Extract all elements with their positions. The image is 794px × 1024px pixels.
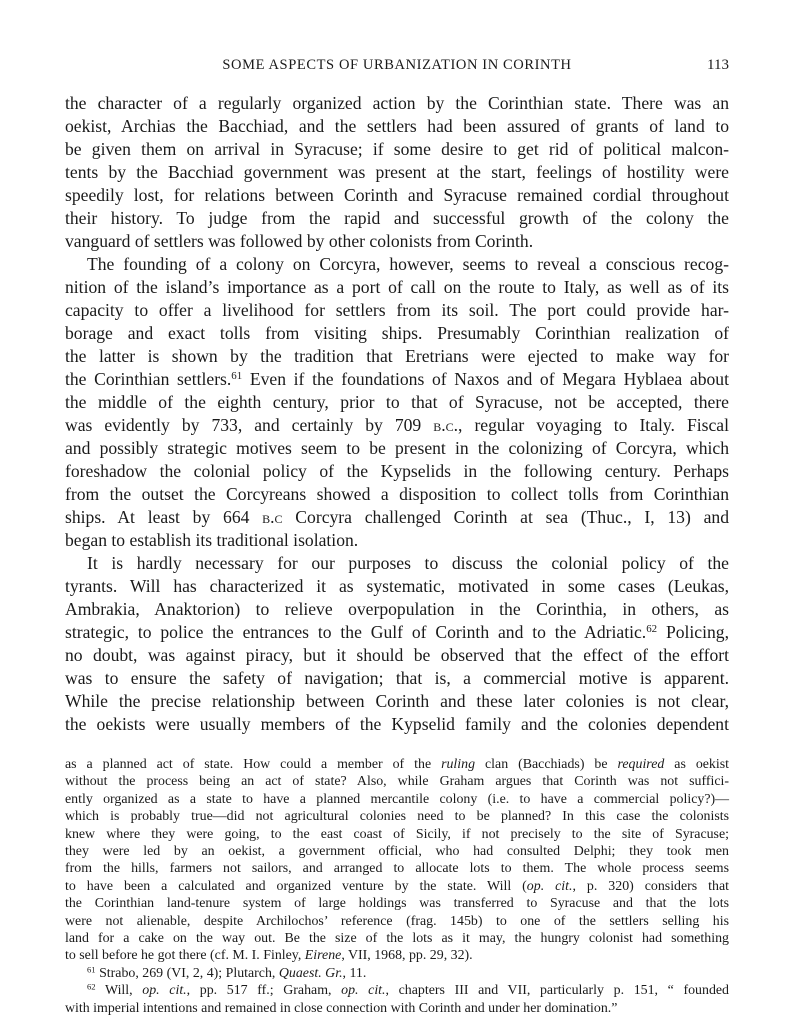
footnote-continuation <box>65 756 729 965</box>
italic-text: op. cit. <box>341 983 386 999</box>
footnote-line: knew where they were going, to the east coast of Sicily, if not precisely to the site of Syracuse; <box>65 826 729 842</box>
footnote-line: from the hills, farmers not sailors, and arranged to allocate lots to them. The whole process seems <box>65 861 729 877</box>
text-segment: , p. 320) considers that <box>572 878 729 894</box>
text-line: borage and exact tolls from visiting ships. Presumably Corinthian realization of <box>65 323 729 343</box>
page <box>65 52 729 1017</box>
paragraph-2 <box>65 253 729 552</box>
italic-text: op. cit. <box>526 878 573 894</box>
text-segment: Even if the foundations of Naxos and of Megara Hyblaea about <box>242 369 729 389</box>
footnote-ref-61: 61 <box>231 370 243 382</box>
text-line: speedily lost, for relations between Corinth and Syracuse remained cordial throughout <box>65 185 729 205</box>
footnote-line: ently organized as a state to have a planned mercantile colony (i.e. to have a commercial policy?)— <box>65 791 729 807</box>
footnote-ref-62: 62 <box>646 623 658 635</box>
text-segment: strategic, to police the entrances to the Gulf of Corinth and to the Adriatic. <box>65 622 647 642</box>
text-line: tyrants. Will has characterized it as systematic, motivated in some cases (Leukas, <box>65 576 729 596</box>
text-line: nition of the island’s importance as a port of call on the route to Italy, as well as of its <box>65 277 729 297</box>
footnote-62 <box>65 982 729 1017</box>
text-line: It is hardly necessary for our purposes to discuss the colonial policy of the <box>87 553 729 573</box>
text-segment: Strabo, 269 (VI, 2, 4); Plutarch, <box>95 965 279 981</box>
body-text <box>65 92 729 736</box>
text-segment: as oekist <box>664 757 729 772</box>
text-line: foreshadow the colonial policy of the Kypselids in the following century. Perhaps <box>65 461 729 481</box>
text-segment: to sell before he got there (cf. M. I. Finley, <box>65 948 305 964</box>
text-line: capacity to offer a livelihood for settlers from its soil. The port could provide har- <box>65 300 729 320</box>
text-segment: to have been a calculated and organized venture by the state. Will ( <box>65 878 527 894</box>
footnote-number: 62 <box>87 981 96 992</box>
text-line: the oekists were usually members of the Kypselid family and the colonies dependent <box>65 714 729 734</box>
text-line <box>65 368 729 391</box>
text-line: oekist, Archias the Bacchiad, and the settlers had been assured of grants of land to <box>65 116 729 136</box>
running-header <box>65 52 729 76</box>
text-line: tents by the Bacchiad government was present at the start, feelings of hostility were <box>65 162 729 182</box>
text-line: and possibly strategic motives seem to be present in the colonizing of Corcyra, which <box>65 438 729 458</box>
footnote-line <box>65 982 729 999</box>
small-caps-bc: b.c <box>262 507 283 527</box>
text-segment: , chapters III and VII, particularly p. 151, “ founded <box>385 983 729 999</box>
small-caps-bc: b.c. <box>433 415 459 435</box>
text-segment: Will, <box>95 983 143 999</box>
text-line: the character of a regularly organized action by the Corinthian state. There was an <box>65 93 729 113</box>
text-line: vanguard of settlers was followed by other colonists from Corinth. <box>65 231 534 251</box>
footnote-61 <box>65 965 729 982</box>
text-line <box>65 621 729 644</box>
text-line: While the precise relationship between Corinth and these later colonies is not clear, <box>65 691 729 711</box>
paragraph-1 <box>65 92 729 253</box>
text-line: was to ensure the safety of navigation; that is, a commercial motive is apparent. <box>65 668 729 688</box>
text-line: their history. To judge from the rapid and successful growth of the colony the <box>65 208 729 228</box>
text-segment: was evidently by 733, and certainly by 709 <box>65 415 434 435</box>
footnote-line <box>65 965 729 982</box>
italic-text: ruling <box>441 757 476 772</box>
italic-text: Eirene <box>304 948 342 964</box>
text-segment: ships. At least by 664 <box>65 507 263 527</box>
text-segment: , 11. <box>342 965 367 981</box>
italic-text: required <box>617 757 665 772</box>
footnote-line <box>65 947 729 964</box>
text-line <box>65 506 729 529</box>
footnote-line: were not alienable, despite Archilochos’ reference (frag. 145b) to one of the settlers selling his <box>65 913 729 929</box>
page-number: 113 <box>707 57 729 73</box>
text-line: no doubt, was against piracy, but it should be observed that the effect of the effort <box>65 645 729 665</box>
text-segment: the Corinthian settlers. <box>65 369 232 389</box>
footnote-line <box>65 756 729 773</box>
italic-text: op. cit. <box>142 983 187 999</box>
footnote-line: the Corinthian land-tenure system of large holdings was transferred to Syracuse and that the lots <box>65 896 729 912</box>
text-line: be given them on arrival in Syracuse; if some desire to get rid of political malcon- <box>65 139 729 159</box>
text-segment: Corcyra challenged Corinth at sea (Thuc., I, 13) and <box>282 507 729 527</box>
footnote-line: which is probably true—did not agricultural colonies need to be planned? In this case the colonists <box>65 809 729 825</box>
text-segment: , regular voyaging to Italy. Fiscal <box>458 415 729 435</box>
text-line: the middle of the eighth century, prior to that of Syracuse, not be accepted, there <box>65 392 729 412</box>
text-line: the latter is shown by the tradition that Eretrians were ejected to make way for <box>65 346 729 366</box>
running-title: SOME ASPECTS OF URBANIZATION IN CORINTH <box>222 57 572 73</box>
text-line: from the outset the Corcyreans showed a disposition to collect tolls from Corinthian <box>65 484 729 504</box>
text-segment: Policing, <box>657 622 729 642</box>
footnote-number: 61 <box>87 964 96 975</box>
footnote-line: land for a cake on the way out. Be the size of the lots as it may, the hungry colonist had something <box>65 931 729 947</box>
footnotes <box>65 756 729 1017</box>
paragraph-3 <box>65 552 729 736</box>
italic-text: Quaest. Gr. <box>278 965 343 981</box>
footnote-line <box>65 878 729 895</box>
footnote-line: with imperial intentions and remained in close connection with Corinth and under her domination.” <box>65 1000 618 1016</box>
text-line: The founding of a colony on Corcyra, however, seems to reveal a conscious recog- <box>87 254 729 274</box>
text-line: began to establish its traditional isolation. <box>65 530 359 550</box>
text-line <box>65 414 729 437</box>
text-segment: clan (Bacchiads) be <box>475 757 618 772</box>
footnote-line: they were led by an oekist, a government official, who had consulted Delphi; they took men <box>65 844 729 860</box>
footnote-line: without the process being an act of state? Also, while Graham argues that Corinth was not suffici- <box>65 774 729 790</box>
text-segment: , VII, 1968, pp. 29, 32). <box>341 948 473 964</box>
text-segment: , pp. 517 ff.; Graham, <box>186 983 342 999</box>
text-line: Ambrakia, Anaktorion) to relieve overpopulation in the Corinthia, in others, as <box>65 599 729 619</box>
text-segment: as a planned act of state. How could a member of the <box>65 757 442 772</box>
